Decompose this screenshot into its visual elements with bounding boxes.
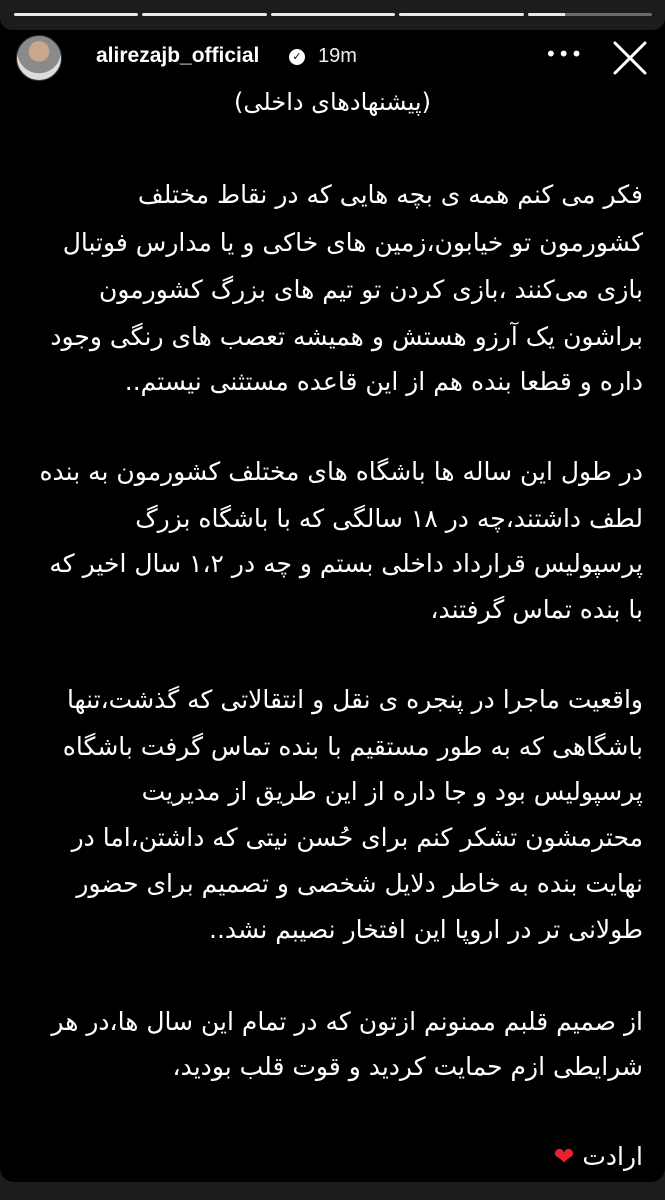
text-line: واقعیت ماجرا در پنجره ی نقل و انتقالاتی که گذشت،تنها [66,685,643,714]
text-line: فکر می کنم همه ی بچه هایی که در نقاط مختلف [137,180,643,209]
post-time: 19m [318,45,357,67]
signoff-text: ارادت [582,1142,643,1171]
progress-segment [399,13,523,16]
avatar[interactable] [16,35,62,81]
heart-icon: ❤ [553,1142,575,1171]
text-line: شرایطی ازم حمایت کردید و قوت قلب بودید، [172,1052,643,1081]
text-line: باشگاهی که به طور مستقیم با بنده تماس گرفت باشگاه [62,732,643,761]
story-title: (پیشنهادهای داخلی) [234,88,431,116]
signoff [553,1142,643,1172]
text-line: براشون یک آرزو هستش و همیشه تعصب های رنگی وجود [50,322,643,351]
text-line: کشورمون تو خیابون،زمین های خاکی و یا مدارس فوتبال [62,228,643,257]
close-button[interactable] [612,40,648,76]
verified-badge-icon: ✓ [289,49,305,65]
text-line: در طول این ساله ها باشگاه های مختلف کشورمون به بنده [39,457,643,486]
more-options-button[interactable]: ••• [545,42,584,66]
progress-segment [271,13,395,16]
progress-fill [14,13,138,16]
progress-segment [14,13,138,16]
progress-fill [142,13,266,16]
story-progress-bars [14,13,652,17]
text-line: طولانی تر در اروپا این افتخار نصیبم نشد.. [209,915,643,944]
text-line: محترمشون تشکر کنم برای حُسن نیتی که داشتن،اما در [71,823,643,852]
close-icon [612,40,648,76]
story-top-bar [0,0,665,30]
username-link[interactable]: alirezajb_official [96,44,260,67]
progress-fill [399,13,523,16]
progress-segment [142,13,266,16]
progress-fill [271,13,395,16]
text-line: بازی می‌کنند ،بازی کردن تو تیم های بزرگ کشورمون [98,275,643,304]
text-line: پرسپولیس قرارداد داخلی بستم و چه در ۱،۲ سال اخیر که [49,549,643,578]
text-line: داره و قطعا بنده هم از این قاعده مستثنی نیستم.. [124,367,643,396]
text-line: پرسپولیس بود و جا داره از این طریق از مدیریت [141,777,643,806]
progress-segment [528,13,652,16]
text-line: از صمیم قلبم ممنونم ازتون که در تمام این سال ها،در هر [51,1007,643,1036]
text-line: با بنده تماس گرفتند، [430,595,643,624]
progress-fill [528,13,565,16]
text-line: نهایت بنده به خاطر دلایل شخصی و تصمیم برای حضور [76,869,643,898]
text-line: لطف داشتند،چه در ۱۸ سالگی که با باشگاه بزرگ [135,504,643,533]
